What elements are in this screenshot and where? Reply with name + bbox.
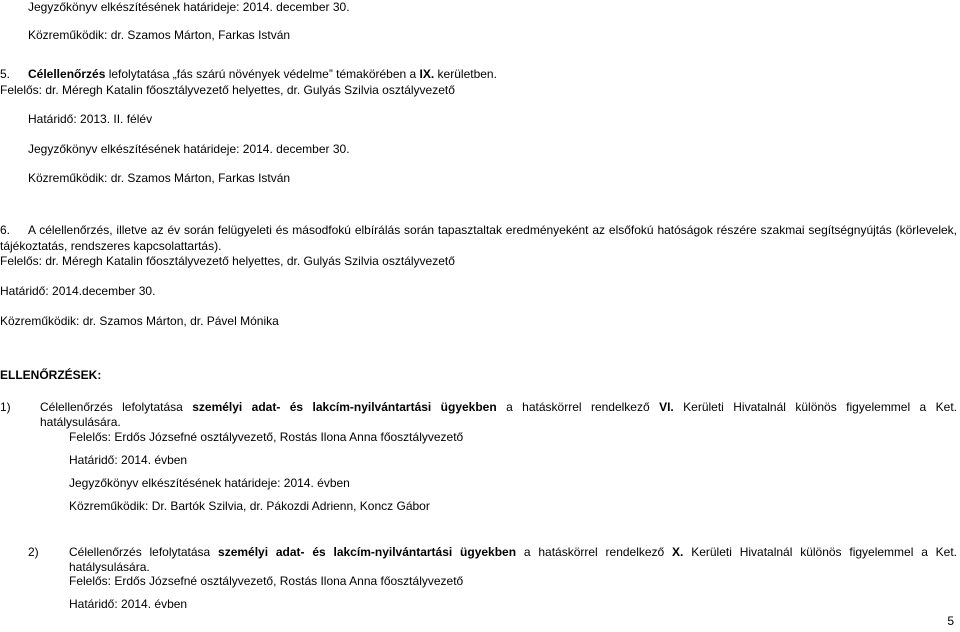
check1-text-b: a hatáskörrel rendelkező xyxy=(496,400,660,414)
check1-text-c: Kerületi Hivatalnál különös figyelemmel a Ket. xyxy=(673,400,957,414)
item5-deadline: Határidő: 2013. II. félév xyxy=(28,112,153,126)
item5-text-part2: kerületben. xyxy=(434,67,497,81)
check1-text-a: Célellenőrzés lefolytatása xyxy=(40,400,193,414)
page-number: 5 xyxy=(947,614,954,628)
item5-number: 5. xyxy=(0,67,11,81)
item5-cooperator: Közreműködik: dr. Szamos Márton, Farkas István xyxy=(28,171,291,185)
check1-responsible: Felelős: Erdős Józsefné osztályvezető, Rostás Ilona Anna főosztályvezető xyxy=(69,430,464,444)
item6-number: 6. xyxy=(0,223,11,237)
item5-text-part1: lefolytatása „fás szárú növények védelme” témakörében a xyxy=(105,67,420,81)
item5-district: IX. xyxy=(419,67,435,81)
item5-responsible: Felelős: dr. Méregh Katalin főosztályvezető helyettes, dr. Gulyás Szilvia osztályvezető xyxy=(0,83,455,97)
check1-deadline: Határidő: 2014. évben xyxy=(69,453,188,467)
section-heading: ELLENŐRZÉSEK: xyxy=(0,368,102,382)
check1-text-line1 xyxy=(40,400,957,414)
item5-title xyxy=(28,67,497,81)
check2-deadline: Határidő: 2014. évben xyxy=(69,597,188,611)
item5-minutes-deadline: Jegyzőkönyv elkészítésének határideje: 2014. december 30. xyxy=(28,142,350,156)
item6-deadline: Határidő: 2014.december 30. xyxy=(0,284,156,298)
check2-text-b: a hatáskörrel rendelkező xyxy=(516,545,673,559)
item6-text-line2: tájékoztatás, rendszeres kapcsolattartás). xyxy=(0,239,222,253)
item6-responsible: Felelős: dr. Méregh Katalin főosztályvezető helyettes, dr. Gulyás Szilvia osztályvezető xyxy=(0,254,455,268)
check2-text-c: Kerületi Hivatalnál különös figyelemmel a Ket. xyxy=(683,545,958,559)
check1-bold-b: VI. xyxy=(659,400,674,414)
check1-bold-a: személyi adat- és lakcím-nyilvántartási ügyekben xyxy=(192,400,497,414)
top-minutes-deadline: Jegyzőkönyv elkészítésének határideje: 2014. december 30. xyxy=(28,0,350,14)
check2-responsible: Felelős: Erdős Józsefné osztályvezető, Rostás Ilona Anna főosztályvezető xyxy=(69,574,464,588)
check1-number: 1) xyxy=(0,400,11,414)
top-cooperator: Közreműködik: dr. Szamos Márton, Farkas István xyxy=(28,28,291,42)
check2-text-line2: hatálysulására. xyxy=(69,560,150,574)
check2-bold-a: személyi adat- és lakcím-nyilvántartási ügyekben xyxy=(218,545,517,559)
check1-cooperator: Közreműködik: Dr. Bartók Szilvia, dr. Pákozdi Adrienn, Koncz Gábor xyxy=(69,499,430,513)
item5-bold-title: Célellenőrzés xyxy=(28,67,106,81)
check2-text-a: Célellenőrzés lefolytatása xyxy=(69,545,219,559)
item6-text-line1: A célellenőrzés, illetve az év során felügyeleti és másodfokú elbírálás során tapasztaltak eredményeként az elsőfokú hatóságok részére szakmai segítségnyújtás (körlevelek, xyxy=(28,223,957,237)
check1-text-line2: hatálysulására. xyxy=(40,415,121,429)
check1-minutes-deadline: Jegyzőkönyv elkészítésének határideje: 2014. évben xyxy=(69,476,350,490)
check2-number: 2) xyxy=(28,545,39,559)
item6-cooperator: Közreműködik: dr. Szamos Márton, dr. Pável Mónika xyxy=(0,314,279,328)
check2-bold-b: X. xyxy=(672,545,684,559)
check2-text-line1 xyxy=(69,545,957,559)
